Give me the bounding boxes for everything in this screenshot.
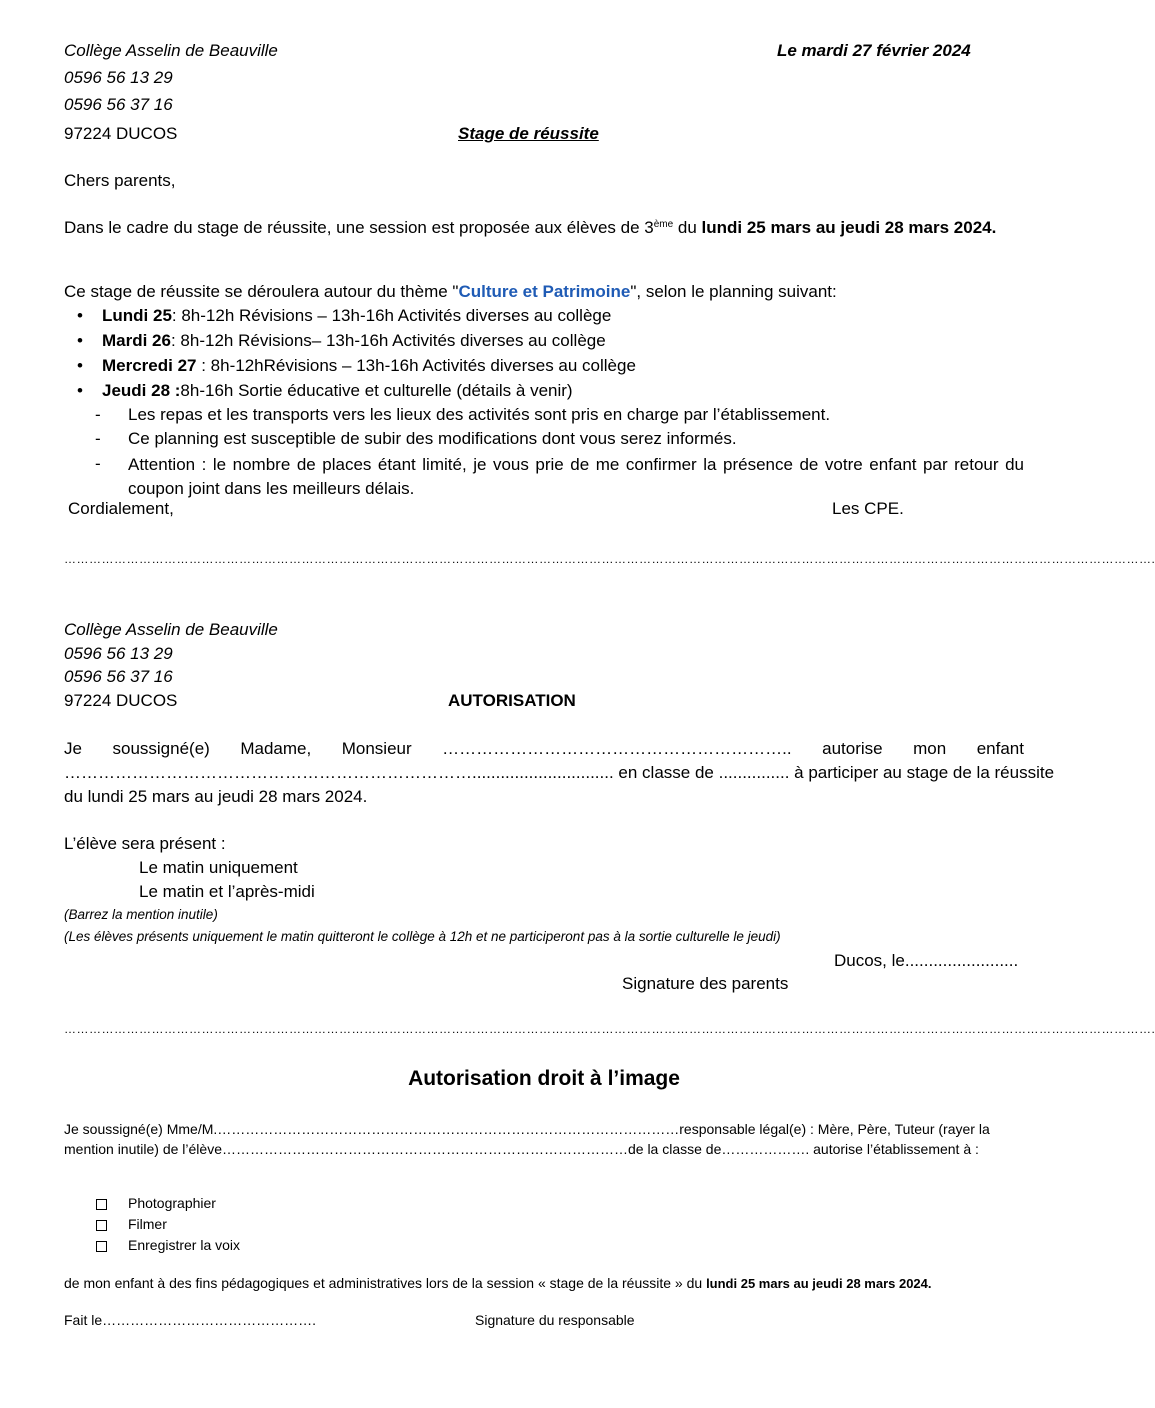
option-label: Enregistrer la voix [128,1237,241,1253]
schedule-item [102,331,606,351]
theme-text: Ce stage de réussite se déroulera autour du thème " [64,282,459,301]
schedule-day: Jeudi 28 : [102,381,181,400]
bullet-icon: • [77,331,83,350]
responsible-signature: Signature du responsable [475,1312,635,1328]
bullet-icon: • [77,381,83,400]
note-item: Attention : le nombre de places étant limité, je vous prie de me confirmer la présence de votre enfant par retour du coupon joint dans les meilleurs délais. [128,455,1024,498]
schedule-text: 8h-16h Sortie éducative et culturelle (détails à venir) [180,381,573,400]
coupon-word: autorise [822,739,883,758]
coupon-word: mon [913,739,947,758]
coupon-word: Madame, [240,739,312,758]
closing: Cordialement, [68,499,174,518]
schedule-day: Lundi 25 [102,306,172,325]
cut-line: ………………………………………………………………………………………………………………………………………………………………………………………………………………………………………. [64,552,1155,566]
intro-dates: lundi 25 mars au jeudi 28 mars 2024. [701,218,997,237]
theme-text-2: ", selon le planning suivant: [630,282,837,301]
coupon-note-1: (Barrez la mention inutile) [64,907,218,922]
schedule-item [102,356,636,376]
final-text: de mon enfant à des fins pédagogiques et administratives lors de la session « stage de la réussite » du [64,1275,707,1291]
coupon-signature: Signature des parents [622,974,789,993]
coupon-phone-2: 0596 56 37 16 [64,667,173,686]
intro-paragraph [64,216,1024,240]
greeting: Chers parents, [64,171,176,190]
schedule-text: : 8h-12h Révisions– 13h-16h Activités diverses au collège [170,331,606,350]
postal-address: 97224 DUCOS [64,124,178,143]
coupon-word: soussigné(e) [112,739,210,758]
name-blank[interactable]: …………………………………………………….. [442,739,792,758]
schedule-item [102,306,611,326]
note-item: Ce planning est susceptible de subir des modifications dont vous serez informés. [128,429,737,448]
intro-text: Dans le cadre du stage de réussite, une session est proposée aux élèves de 3 [64,218,654,237]
bullet-icon: • [77,306,83,325]
letter-signature: Les CPE. [832,499,904,518]
coupon-place-date[interactable]: Ducos, le........................ [834,951,1019,970]
coupon-word: Monsieur [341,739,412,758]
image-rights-final [64,1274,932,1293]
schedule-text: : 8h-12hRévisions – 13h-16h Activités diverses au collège [196,356,636,375]
intro-text-2: du [673,218,702,237]
coupon-line-1 [64,739,1024,759]
image-rights-title: Autorisation droit à l’image [408,1067,680,1090]
note-item: Les repas et les transports vers les lieux des activités sont pris en charge par l’établissement. [128,405,831,424]
theme-name: Culture et Patrimoine [458,282,631,301]
phone-1: 0596 56 13 29 [64,68,173,87]
image-rights-paragraph: Je soussigné(e) Mme/M.………………………………………………………………………………………responsable légal(e) : Mère, Père, Tuteur (rayer la mention inutile) de l’élève……………………………………………………………………………de la classe de………………. autorise l’établissement à : [64,1121,990,1157]
option-label: Photographier [128,1195,216,1211]
coupon-word: enfant [976,739,1024,758]
theme-line [64,282,837,302]
checkbox-enregistrer-voix[interactable] [96,1239,107,1257]
presence-option-full-day[interactable]: Le matin et l’après-midi [139,882,315,901]
schedule-item [102,381,573,401]
letter-date: Le mardi 27 février 2024 [777,41,971,60]
checkbox-photographier[interactable] [96,1197,107,1215]
presence-option-morning[interactable]: Le matin uniquement [139,858,298,877]
coupon-title: AUTORISATION [448,691,576,710]
checkbox-filmer[interactable] [96,1218,107,1236]
schedule-day: Mercredi 27 [102,356,197,375]
phone-2: 0596 56 37 16 [64,95,173,114]
dash-icon: - [95,429,101,448]
fait-le[interactable]: Fait le………………………………………. [64,1312,317,1328]
coupon-phone-1: 0596 56 13 29 [64,644,173,663]
coupon-line-2[interactable]: ……………………………………………………………….............................. en classe de ............... à participer au stage de la réussite [64,763,1055,782]
option-label: Filmer [128,1216,167,1232]
coupon-note-2: (Les élèves présents uniquement le matin quitteront le collège à 12h et ne participeront pas à la sortie culturelle le jeudi) [64,929,781,944]
letter-title: Stage de réussite [458,124,599,143]
school-name: Collège Asselin de Beauville [64,41,278,60]
dash-icon: - [95,454,101,473]
schedule-text: : 8h-12h Révisions – 13h-16h Activités diverses au collège [171,306,612,325]
schedule-day: Mardi 26 [102,331,171,350]
coupon-school-name: Collège Asselin de Beauville [64,620,278,639]
coupon-word: Je [64,739,82,758]
presence-label: L’élève sera présent : [64,834,226,853]
cut-line: ………………………………………………………………………………………………………………………………………………………………………………………………………………………………………. [64,1022,1155,1036]
dash-icon: - [95,405,101,424]
bullet-icon: • [77,356,83,375]
intro-superscript: ème [653,219,674,230]
final-dates: lundi 25 mars au jeudi 28 mars 2024. [706,1276,932,1291]
coupon-line-3: du lundi 25 mars au jeudi 28 mars 2024. [64,787,368,806]
coupon-postal: 97224 DUCOS [64,691,178,710]
